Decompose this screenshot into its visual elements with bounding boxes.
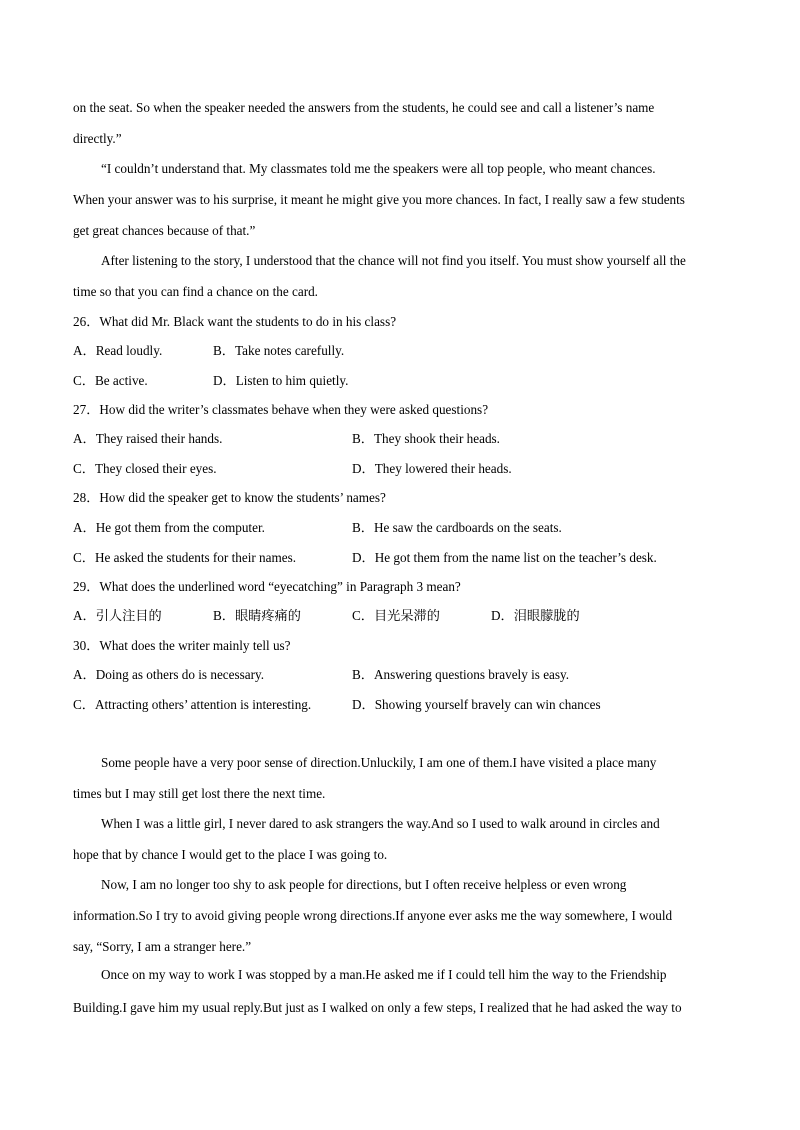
passage2-line: information.So I try to avoid giving people wrong directions.If anyone ever asks me the way somewhere, I would [73,908,673,923]
passage1-line: get great chances because of that.” [73,223,256,238]
option-26a: A．Read loudly. [73,343,163,358]
passage2-line: hope that by chance I would get to the place I was going to. [73,847,388,862]
option-30a: A．Doing as others do is necessary. [73,667,265,682]
passage2-line: Once on my way to work I was stopped by a man.He asked me if I could tell him the way to the Friendship [101,967,667,982]
passage2-line: Now, I am no longer too shy to ask people for directions, but I often receive helpless or even wrong [101,877,627,892]
passage2-line: say, “Sorry, I am a stranger here.” [73,939,252,954]
passage2-line: When I was a little girl, I never dared to ask strangers the way.And so I used to walk around in circles and [101,816,660,831]
option-29b: B．眼睛疼痛的 [213,608,301,623]
passage1-line: After listening to the story, I understood that the chance will not find you itself. You must show yourself all the [101,253,686,268]
option-27a: A．They raised their hands. [73,431,223,446]
option-27c: C．They closed their eyes. [73,461,217,476]
option-28d: D．He got them from the name list on the teacher’s desk. [352,550,657,565]
passage1-line: When your answer was to his surprise, it meant he might give you more chances. In fact, I really saw a few students [73,192,685,207]
option-28b: B．He saw the cardboards on the seats. [352,520,562,535]
option-27b: B．They shook their heads. [352,431,500,446]
option-30d: D．Showing yourself bravely can win chances [352,697,601,712]
option-30b: B．Answering questions bravely is easy. [352,667,570,682]
passage1-line: directly.” [73,131,122,146]
option-27d: D．They lowered their heads. [352,461,512,476]
question-27: 27．How did the writer’s classmates behave when they were asked questions? [73,402,489,417]
passage1-line: on the seat. So when the speaker needed the answers from the students, he could see and call a listener’s name [73,100,655,115]
passage2-line: Some people have a very poor sense of direction.Unluckily, I am one of them.I have visited a place many [101,755,657,770]
option-29d: D．泪眼朦胧的 [491,608,580,623]
passage2-line: Building.I gave him my usual reply.But just as I walked on only a few steps, I realized that he had asked the way to [73,1000,682,1015]
option-26d: D．Listen to him quietly. [213,373,349,388]
option-28c: C．He asked the students for their names. [73,550,297,565]
question-28: 28．How did the speaker get to know the students’ names? [73,490,386,505]
option-30c: C．Attracting others’ attention is interesting. [73,697,312,712]
passage1-line: time so that you can find a chance on the card. [73,284,318,299]
passage2-line: times but I may still get lost there the next time. [73,786,326,801]
question-30: 30．What does the writer mainly tell us? [73,638,291,653]
question-29: 29．What does the underlined word “eyecatching” in Paragraph 3 mean? [73,579,461,594]
passage1-line: “I couldn’t understand that. My classmates told me the speakers were all top people, who meant chances. [101,161,656,176]
option-26c: C．Be active. [73,373,148,388]
option-29a: A．引人注目的 [73,608,162,623]
option-26b: B．Take notes carefully. [213,343,345,358]
option-28a: A．He got them from the computer. [73,520,265,535]
option-29c: C．目光呆滞的 [352,608,440,623]
question-26: 26．What did Mr. Black want the students to do in his class? [73,314,397,329]
